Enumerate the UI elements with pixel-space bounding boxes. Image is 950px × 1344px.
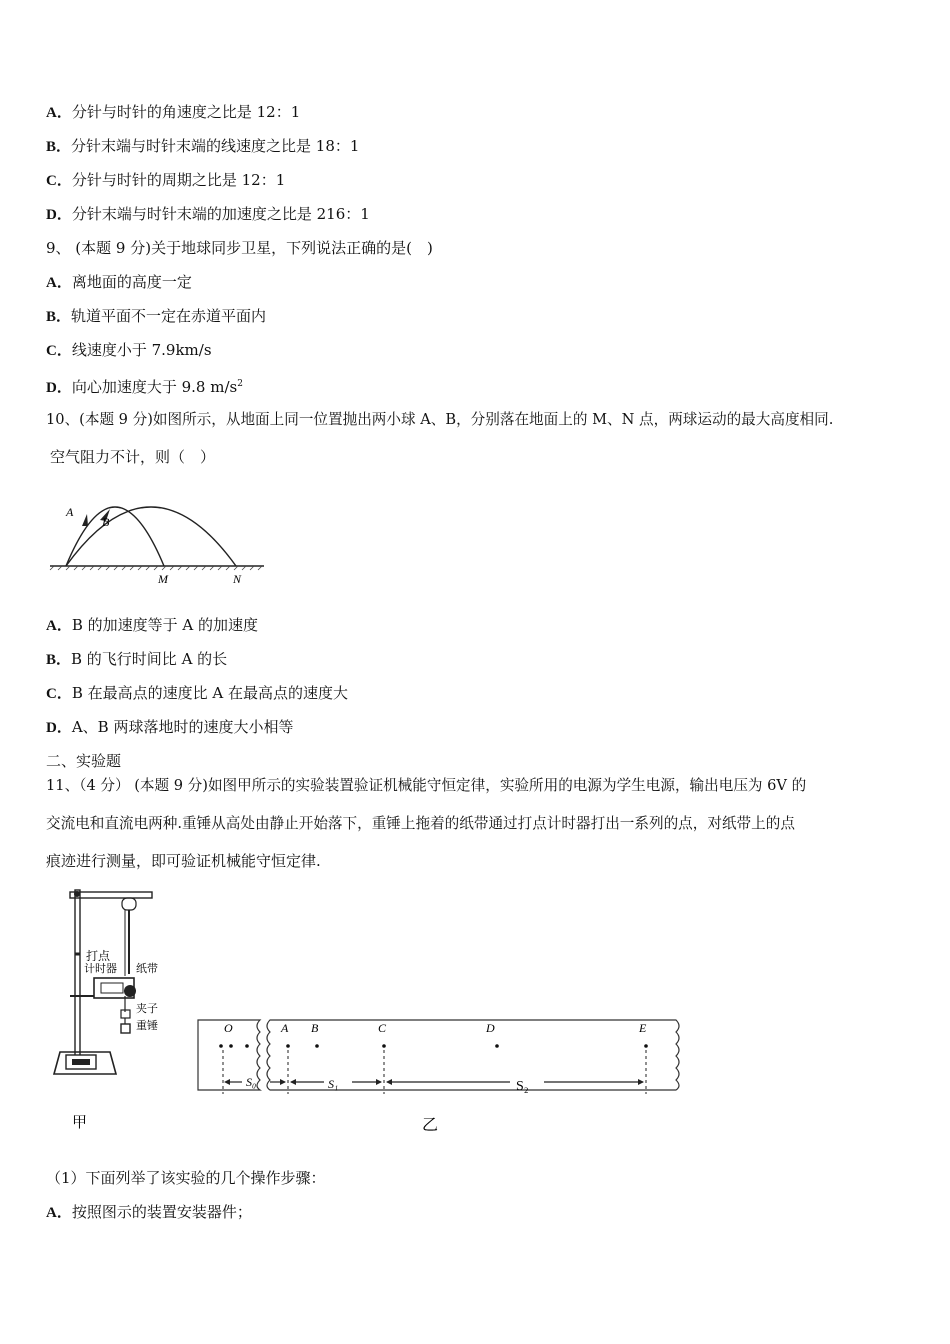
roller-icon: [124, 985, 136, 997]
trajectory-b: [66, 507, 236, 566]
timer-label-2: 计时器: [84, 963, 117, 975]
point-b: B: [311, 1021, 319, 1035]
q10-option-d: D．A、B 两球落地时的速度大小相等: [46, 718, 294, 736]
q10-option-b: B．B 的飞行时间比 A 的长: [46, 650, 228, 668]
q11-sub1: （1）下面列举了该实验的几个操作步骤：: [46, 1169, 326, 1187]
clip-label: 夹子: [136, 1003, 158, 1015]
weight-label: 重锤: [136, 1020, 158, 1032]
stand-pole: [75, 890, 80, 1062]
caption-yi: 乙: [422, 1117, 439, 1134]
q11-stem-line3: 痕迹进行测量，即可验证机械能守恒定律.: [46, 852, 321, 870]
crossbar: [70, 892, 152, 898]
q8-option-a: A．分针与时针的角速度之比是 12：1: [46, 103, 301, 121]
projectile-figure: [46, 482, 276, 590]
label-s1: S₁: [328, 1077, 339, 1091]
label-m: M: [158, 572, 168, 586]
tape-dots: [219, 1044, 648, 1048]
label-a: A: [66, 505, 74, 519]
q10-option-c: C．B 在最高点的速度比 A 在最高点的速度大: [46, 684, 349, 702]
top-clamp: [122, 898, 136, 910]
label-n: N: [233, 572, 242, 586]
q9-stem: 9、 (本题 9 分)关于地球同步卫星，下列说法正确的是( ): [46, 239, 433, 257]
q11-stem-line1: 11、（4 分） (本题 9 分)如图甲所示的实验装置验证机械能守恒定律，实验所用的电源为学生电源，输出电压为 6V 的: [46, 777, 807, 794]
label-s0: S₀: [246, 1075, 257, 1089]
timer-label-1: 打点: [86, 949, 111, 963]
point-e: E: [639, 1021, 647, 1035]
q10-option-a: A．B 的加速度等于 A 的加速度: [46, 616, 259, 634]
q9-option-d: D．向心加速度大于 9.8 $m/s^2$: [46, 378, 243, 396]
q8-option-c: C．分针与时针的周期之比是 12：1: [46, 171, 286, 189]
q11-step-a: A．按照图示的装置安装器件；: [46, 1203, 252, 1221]
point-a: A: [281, 1021, 289, 1035]
point-d: D: [486, 1021, 495, 1035]
point-o: O: [224, 1021, 233, 1035]
trajectory-a: [66, 507, 164, 566]
section-title: 二、实验题: [46, 752, 122, 770]
arrow-a-icon: [82, 514, 88, 526]
weight: [121, 1024, 130, 1033]
apparatus-figure: [46, 884, 176, 1134]
tape-figure: [194, 1010, 694, 1140]
q9-option-c: C．线速度小于 7.9km/s: [46, 341, 212, 359]
q8-option-d: D．分针末端与时针末端的加速度之比是 216：1: [46, 205, 370, 223]
q8-option-b: B．分针末端与时针末端的线速度之比是 18：1: [46, 137, 360, 155]
caption-jia: 甲: [72, 1115, 88, 1131]
guide-lines: [223, 1050, 646, 1094]
q9-option-a: A．离地面的高度一定: [46, 273, 192, 291]
point-c: C: [378, 1021, 387, 1035]
label-b: B: [102, 515, 110, 529]
q9-option-b: B．轨道平面不一定在赤道平面内: [46, 307, 267, 325]
tape-label: 纸带: [136, 963, 158, 975]
q11-stem-line2: 交流电和直流电两种.重锤从高处由静止开始落下，重锤上拖着的纸带通过打点计时器打出一系列的点，对纸带上的点: [46, 815, 795, 832]
q10-stem-line2: 空气阻力不计，则（ ）: [50, 448, 216, 466]
label-s2: S₂: [516, 1079, 529, 1094]
q10-stem-line1: 10、(本题 9 分)如图所示，从地面上同一位置抛出两小球 A、B，分别落在地面上的 M、N 点，两球运动的最大高度相同.: [46, 411, 834, 428]
